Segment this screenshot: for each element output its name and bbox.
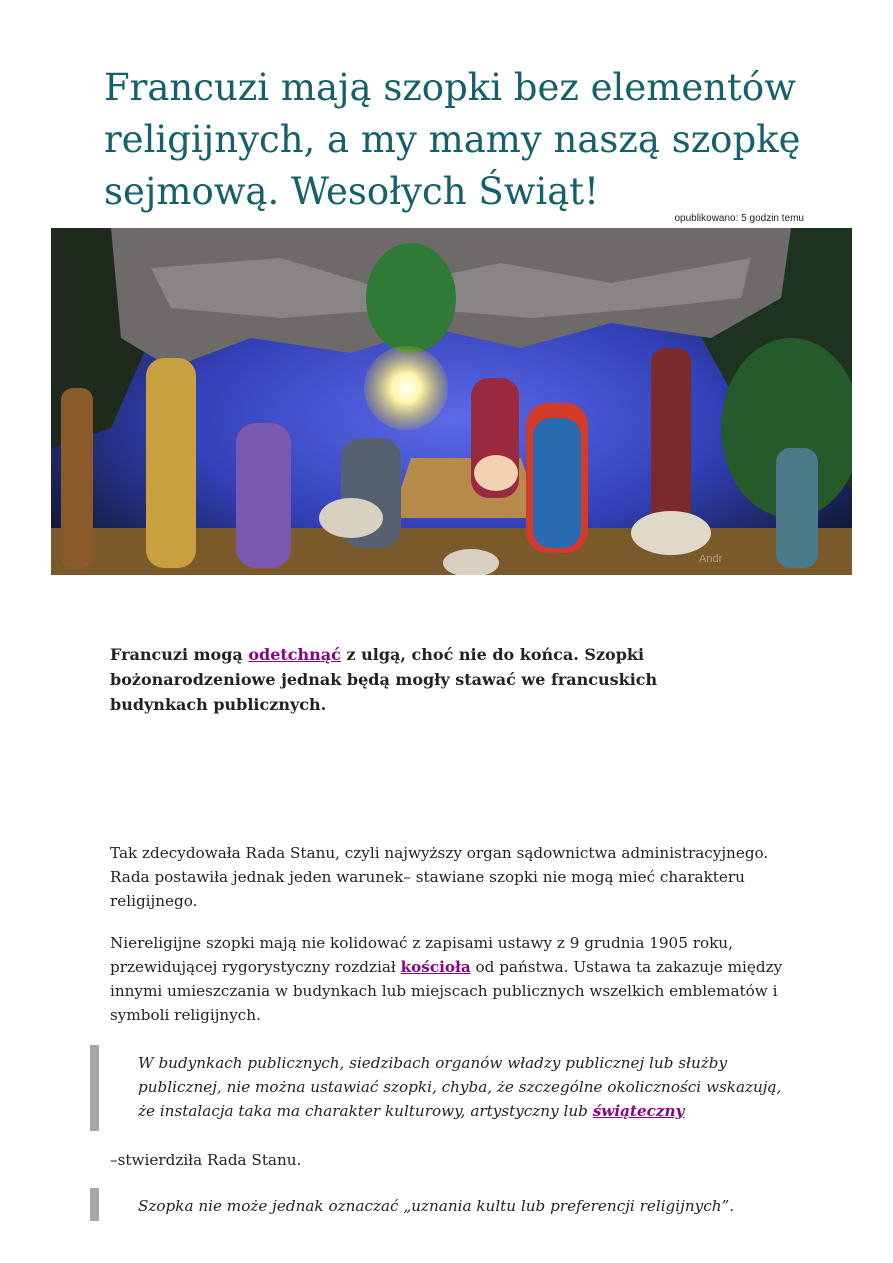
paragraph-1: Tak zdecydowała Rada Stanu, czyli najwyższy organ sądownictwa administracyjnego. Rada postawiła jednak jeden warunek– stawiane szopki nie mogą mieć charakteru religijnego. [110,844,769,910]
paragraph-2-before: Niereligijne szopki mają nie kolidować z zapisami ustawy z 9 grudnia 1905 roku, przewidującej rygorystyczny rozdział [110,934,733,976]
article-lead [110,642,710,717]
link-kosciola[interactable]: kościoła [400,958,471,976]
image-credit: Andr [699,553,723,565]
lead-text-before: Francuzi mogą [110,645,249,664]
quote-1-text: W budynkach publicznych, siedzibach organów władzy publicznej lub służby publicznej, nie można ustawiać szopki, chyba, że szczególne okoliczności wskazują, że instalacja taka ma charakter kulturowy, artystyczny lub [138,1054,782,1120]
paragraph-2 [110,931,790,1027]
lead-text-after: z ulgą, choć nie do końca. Szopki bożonarodzeniowe jednak będą mogły stawać we francuskich budynkach publicznych. [110,645,658,714]
published-time: 5 godzin temu [741,213,804,224]
blockquote-1 [90,1045,790,1131]
link-swiateczny[interactable]: świąteczny [592,1102,685,1120]
paragraph-3: –stwierdziła Rada Stanu. [110,1151,302,1169]
nativity-image [51,228,852,575]
published-label: opublikowano: [674,213,742,224]
paragraph-2-after: od państwa. Ustawa ta zakazuje między innymi umieszczania w budynkach lub miejscach publicznych wszelkich emblematów i symboli religijnych. [110,958,783,1024]
link-odetchnac[interactable]: odetchnąć [248,645,341,664]
article-title: Francuzi mają szopki bez elementów religijnych, a my mamy naszą szopkę sejmową. Wesołych Świąt! [104,66,801,213]
published-meta [674,213,804,224]
blockquote-2: Szopka nie może jednak oznaczać „uznania kultu lub preferencji religijnych”. [90,1188,790,1221]
